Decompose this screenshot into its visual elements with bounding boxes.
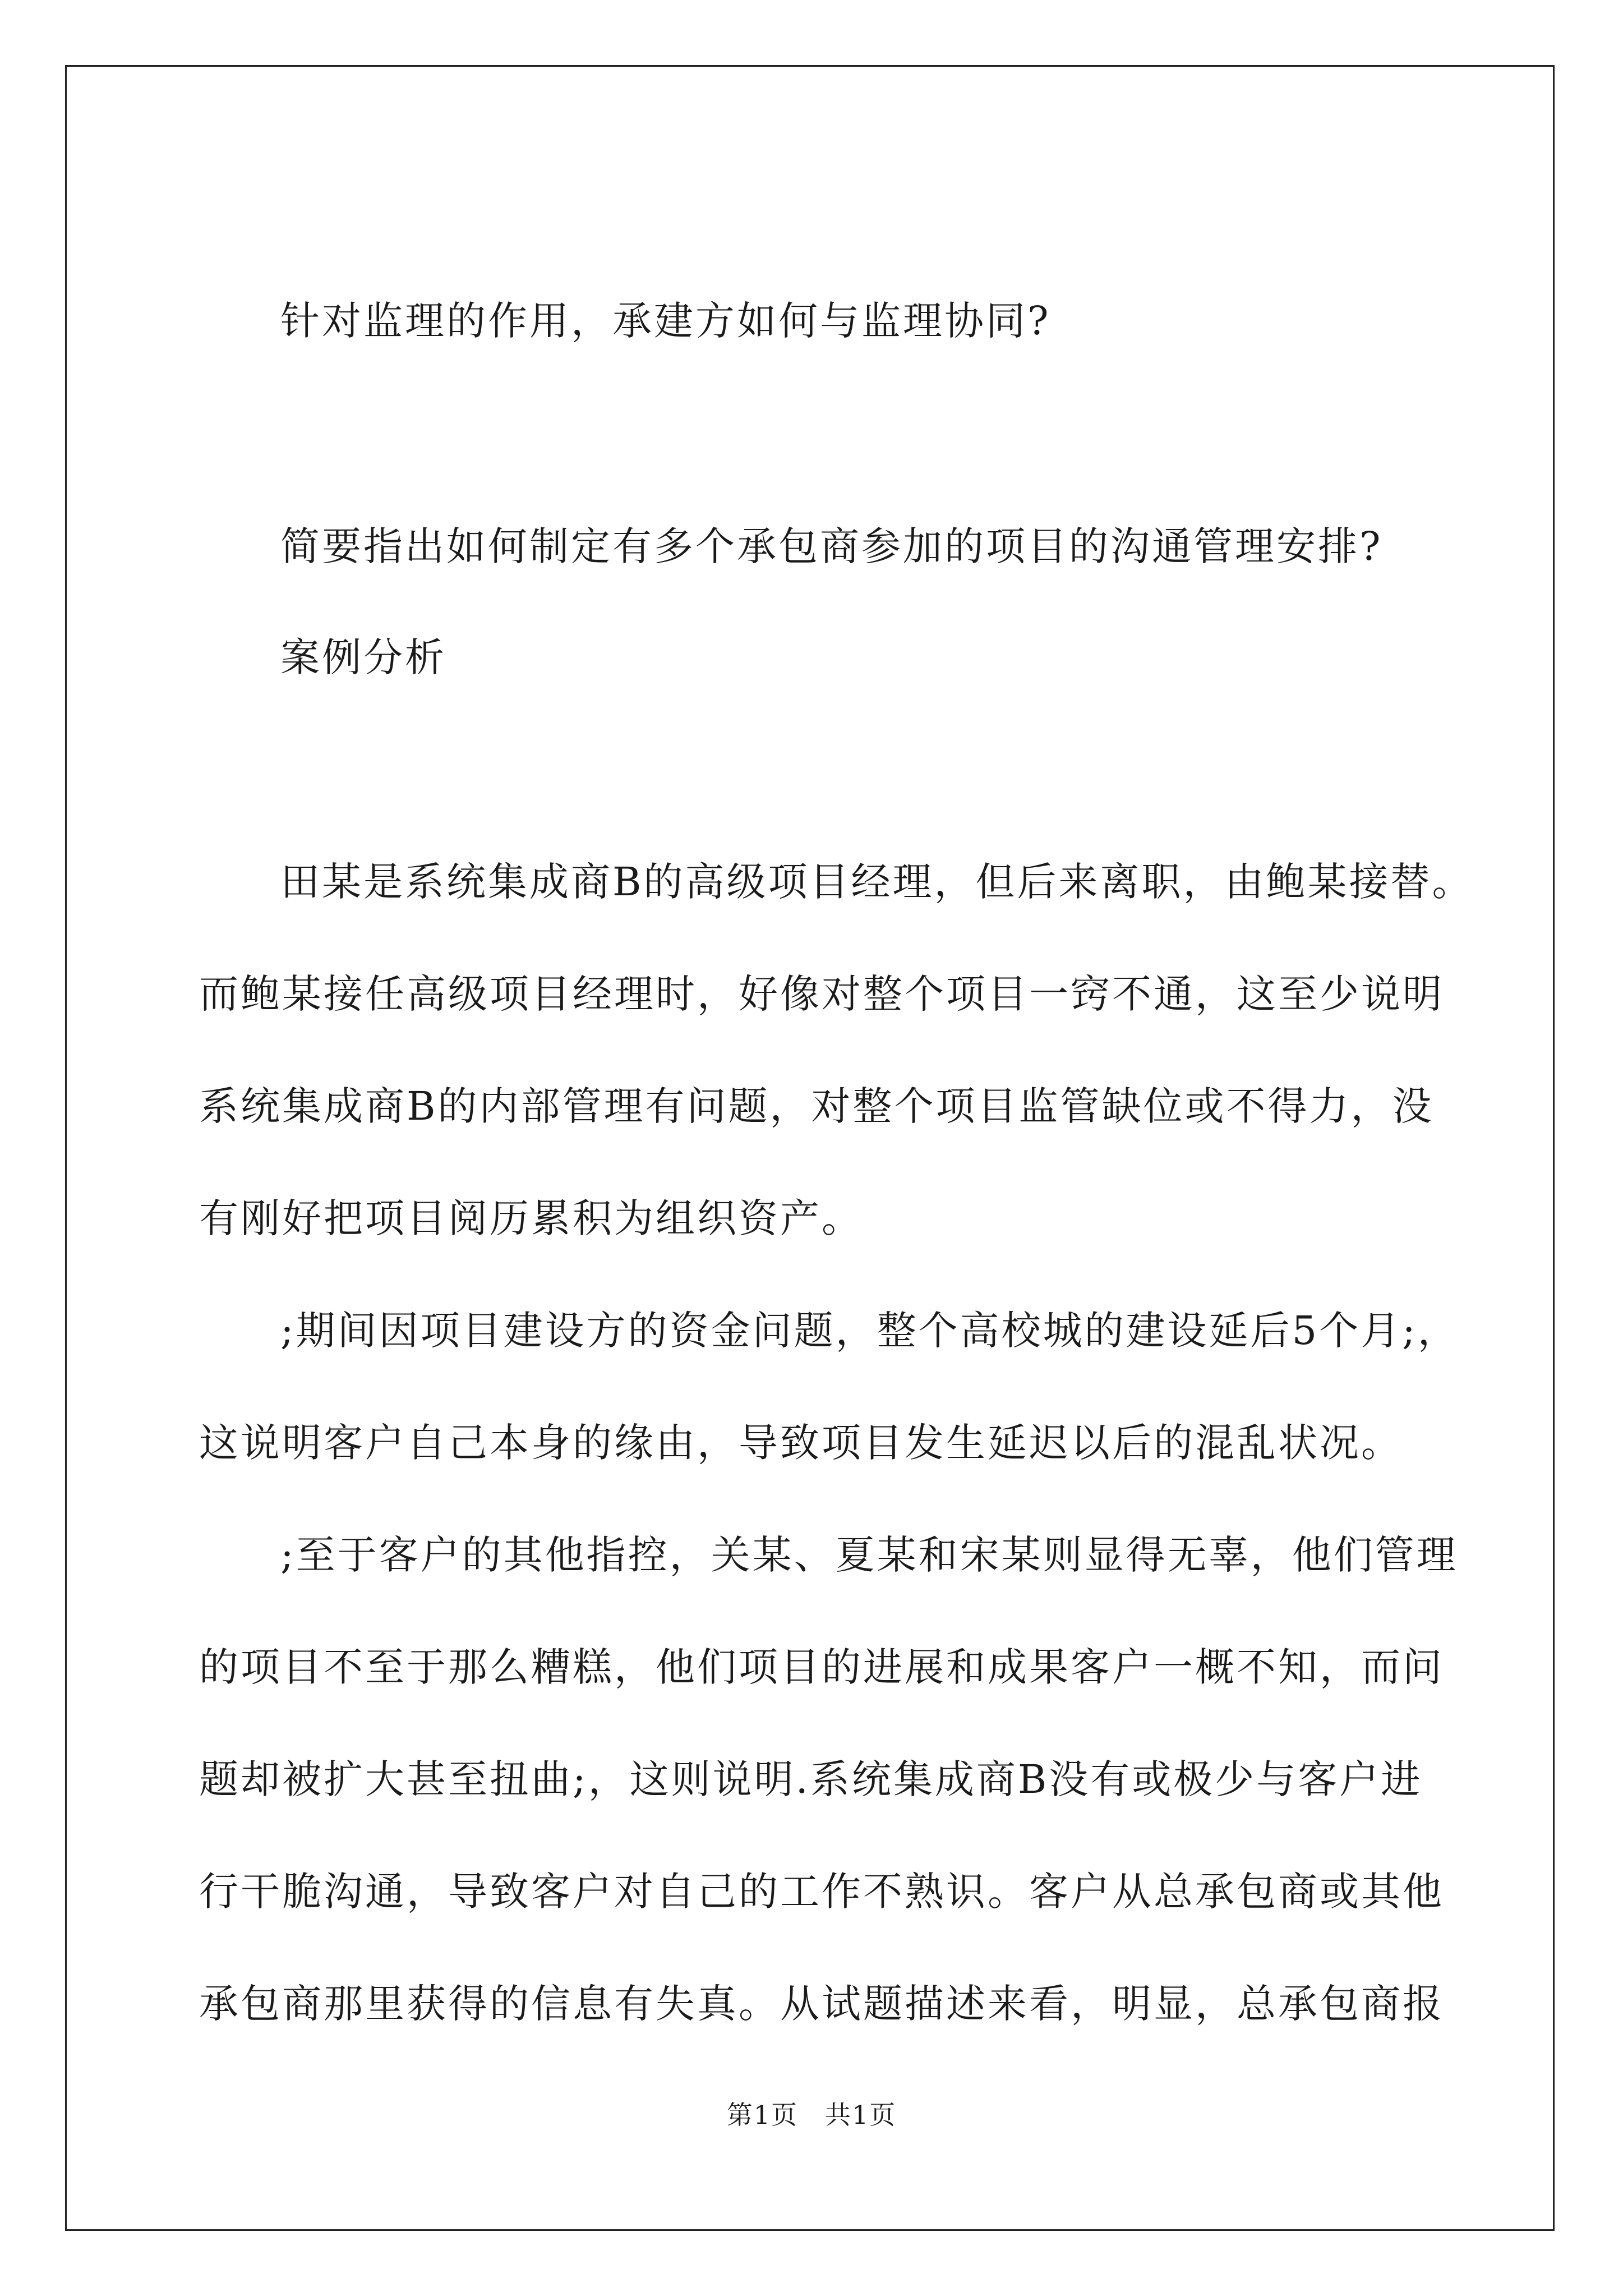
- paragraph-line: 系统集成商B的内部管理有问题，对整个项目监管缺位或不得力，没: [199, 1083, 1434, 1129]
- paragraph-line: 承包商那里获得的信息有失真。从试题描述来看，明显，总承包商报: [199, 1981, 1444, 2027]
- question-2: 简要指出如何制定有多个承包商参加的项目的沟通管理安排?: [280, 523, 1383, 569]
- section-heading: 案例分析: [280, 634, 446, 680]
- paragraph-line: 田某是系统集成商B的高级项目经理，但后来离职，由鲍某接替。: [280, 859, 1474, 905]
- paragraph-line: 有刚好把项目阅历累积为组织资产。: [199, 1195, 863, 1241]
- paragraph-line: ;至于客户的其他指控，关某、夏某和宋某则显得无辜，他们管理: [280, 1532, 1458, 1578]
- page-footer: 第1页 共1页: [726, 2100, 897, 2130]
- paragraph-line: 题却被扩大甚至扭曲;，这则说明.系统集成商B没有或极少与客户进: [199, 1756, 1423, 1802]
- paragraph-line: 的项目不至于那么糟糕，他们项目的进展和成果客户一概不知，而问: [199, 1644, 1444, 1690]
- paragraph-line: 这说明客户自己本身的缘由，导致项目发生延迟以后的混乱状况。: [199, 1420, 1403, 1466]
- paragraph-line: 行干脆沟通，导致客户对自己的工作不熟识。客户从总承包商或其他: [199, 1869, 1444, 1915]
- question-1: 针对监理的作用，承建方如何与监理协同?: [280, 298, 1051, 344]
- paragraph-line: 而鲍某接任高级项目经理时，好像对整个项目一窍不通，这至少说明: [199, 971, 1444, 1017]
- paragraph-line: ;期间因项目建设方的资金问题，整个高校城的建设延后5个月;，: [280, 1308, 1459, 1354]
